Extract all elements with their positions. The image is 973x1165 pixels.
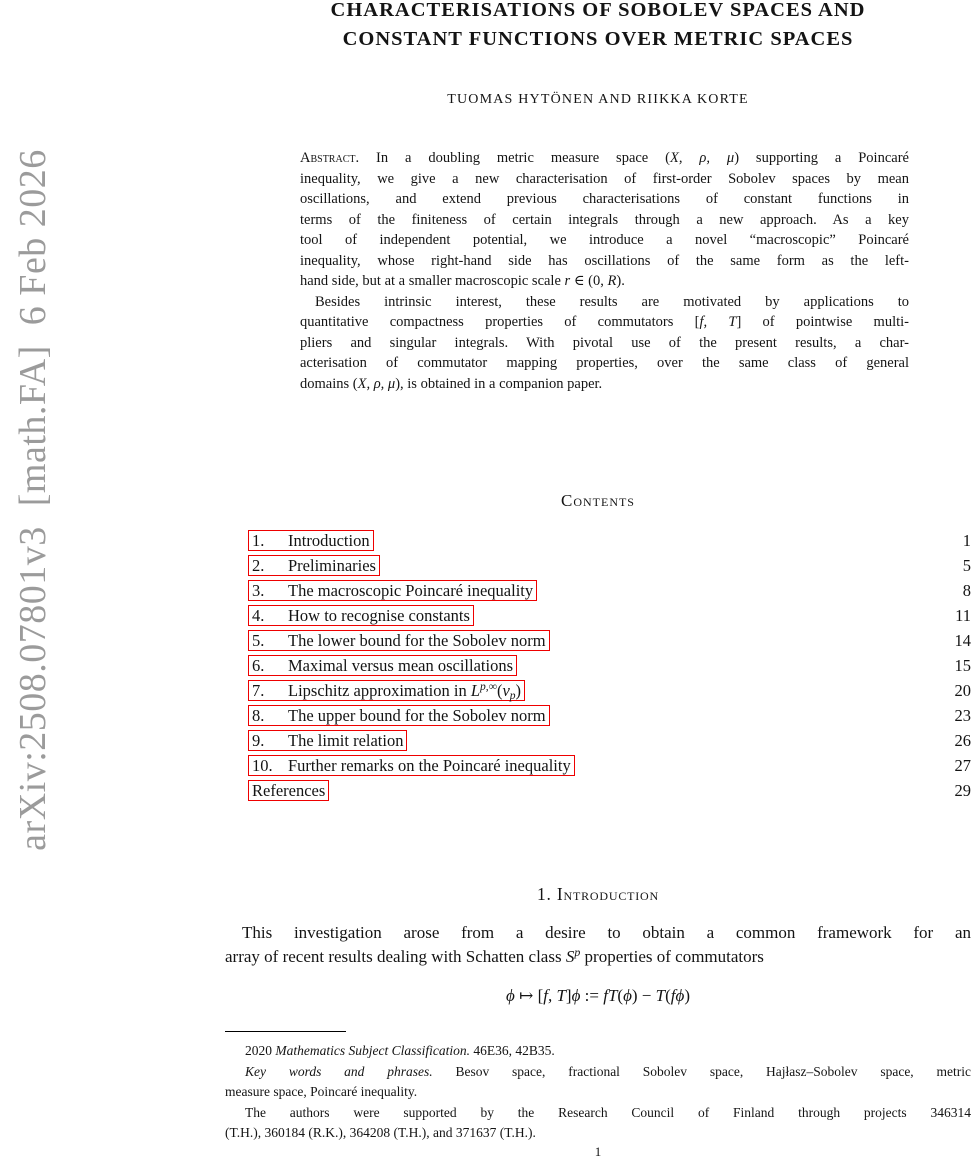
text-line [225,1082,971,1103]
paper-title [225,0,971,54]
text-segment: 2020 [245,1043,276,1058]
toc-page-number: 20 [954,680,971,700]
footnote-rule [225,1031,346,1032]
text-segment: This investigation arose from a desire to obtain a common framework for an [242,923,971,942]
toc-page-number: 27 [954,755,971,775]
text-segment: ) [515,681,522,700]
toc-item-number: 3. [252,581,265,600]
toc-link-2[interactable] [248,555,380,576]
text-segment: X, ρ, μ [670,150,735,166]
text-segment: In a doubling metric measure space ( [359,150,670,166]
table-of-contents [248,528,971,803]
abstract-block [300,148,909,394]
toc-page-number: 11 [955,605,971,625]
text-segment: properties of commutators [580,947,764,966]
text-line [225,921,971,945]
text-segment: Abstract. [300,150,360,166]
text-line [225,1041,971,1062]
toc-page-number: 8 [962,580,971,600]
text-segment: Besides intrinsic interest, these results are motivated by applications to [315,293,909,310]
text-segment: S [565,947,575,966]
toc-page-number: 23 [954,705,971,725]
toc-page-number: 26 [954,730,971,750]
toc-row [248,778,971,803]
text-segment: domains ( [300,375,358,392]
text-segment: Lipschitz approximation in [288,681,471,700]
text-segment: T [655,986,666,1005]
toc-row [248,628,971,653]
text-segment: Introduction [288,531,370,550]
toc-row [248,528,971,553]
toc-link-4[interactable] [248,605,474,626]
text-segment: inequality, we give a new characterisation of first-order Sobolev spaces by mean [300,170,909,187]
text-segment: fϕ [670,986,685,1005]
text-segment: Key words and phrases. [245,1063,433,1079]
text-segment: ] [565,986,572,1005]
text-segment: X, ρ, μ [357,375,396,392]
text-line [300,312,909,333]
text-segment: quantitative compactness properties of commutators [ [300,314,700,330]
paper-title-line-1: CHARACTERISATIONS OF SOBOLEV SPACES AND [330,0,866,21]
toc-page-number: 14 [954,630,971,650]
paper-title-line-2: CONSTANT FUNCTIONS OVER METRIC SPACES [342,28,854,50]
toc-item-number: 7. [252,681,265,700]
toc-row [248,603,971,628]
text-segment: ) supporting a Poincaré [734,150,909,166]
text-line [225,1062,971,1083]
text-segment: ) [684,986,690,1005]
text-segment: p [574,945,581,959]
text-segment: Besov space, fractional Sobolev space, Hajłasz–Sobolev space, metric [432,1063,971,1079]
text-segment: ), is obtained in a companion paper. [395,375,603,392]
toc-page-number: 29 [954,780,971,800]
text-segment: Maximal versus mean oscillations [288,656,513,675]
text-segment: Mathematics Subject Classification. [275,1043,470,1058]
toc-item-number: 4. [252,606,265,625]
text-line [300,292,909,313]
text-segment: ↦ [ [514,986,544,1005]
introduction-paragraph [225,921,971,969]
toc-item-number: 1. [252,531,265,550]
text-line [300,210,909,231]
text-line [225,1103,971,1124]
text-line [300,353,909,374]
text-segment: ] of pointwise multi- [736,314,909,330]
toc-link-3[interactable] [248,580,537,601]
toc-row [248,578,971,603]
toc-row [248,653,971,678]
text-segment: ). [616,273,625,289]
toc-link-8[interactable] [248,705,550,726]
text-segment: measure space, Poincaré inequality. [225,1084,418,1099]
text-line [300,333,909,354]
text-segment: oscillations, and extend previous characterisations of constant functions in [300,191,909,207]
text-segment: tool of independent potential, we introduce a novel “macroscopic” Poincaré [300,232,909,248]
text-segment: ) − [631,986,656,1005]
text-line [300,230,909,251]
text-segment: p [509,690,516,702]
text-segment: The limit relation [288,731,404,750]
text-segment: ( [617,986,624,1005]
toc-row [248,678,971,703]
text-line [300,169,909,190]
text-segment: ( [665,986,671,1005]
toc-link-7[interactable] [248,680,525,701]
arxiv-identifier-stamp: arXiv:2508.07801v3 [math.FA] 6 Feb 2026 [12,149,54,851]
toc-item-number: 10. [252,756,273,775]
text-segment: array of recent results dealing with Schatten class [225,947,566,966]
toc-item-number: 6. [252,656,265,675]
toc-link-10[interactable] [248,755,575,776]
toc-row [248,728,971,753]
text-segment: ( [496,681,503,700]
toc-page-number: 15 [954,655,971,675]
text-segment: ν [502,681,510,700]
toc-item-number: 2. [252,556,265,575]
text-line [225,1123,971,1144]
toc-row [248,703,971,728]
text-segment: L [470,681,481,700]
text-segment: 46E36, 42B35. [469,1043,555,1058]
text-segment: ϕ [506,986,515,1005]
text-segment: ϕ [623,986,632,1005]
toc-item-number: 5. [252,631,265,650]
toc-link-6[interactable] [248,655,517,676]
text-segment: acterisation of commutator mapping properties, over the same class of general [300,355,909,371]
text-segment: References [252,781,326,800]
text-segment: Further remarks on the Poincaré inequality [288,756,571,775]
text-line [300,251,909,272]
text-segment: f, T [543,986,566,1005]
text-segment: hand side, but at a smaller macroscopic scale [300,273,565,289]
text-segment: f, T [699,314,737,330]
text-segment: p,∞ [480,681,497,693]
toc-page-number: 1 [962,530,971,550]
text-segment: terms of the finiteness of certain integrals through a new approach. As a key [300,211,909,228]
text-segment: inequality, whose right-hand side has oscillations of the same form as the left- [300,252,909,269]
contents-heading: Contents [560,491,635,510]
toc-page-number: 5 [962,555,971,575]
text-segment: fT [603,986,618,1005]
text-line [225,945,971,969]
display-equation [225,986,971,1006]
toc-link-5[interactable] [248,630,550,651]
text-line [300,271,909,292]
toc-link-9[interactable] [248,730,407,751]
text-segment: How to recognise constants [288,606,470,625]
section-heading-introduction: 1. Introduction [537,884,659,904]
text-segment: R [607,273,617,289]
text-segment: The authors were supported by the Research Council of Finland through projects 346314 [245,1104,971,1120]
toc-row [248,753,971,778]
toc-row [248,553,971,578]
text-line [300,189,909,210]
text-segment: The macroscopic Poincaré inequality [288,581,534,600]
text-segment: The lower bound for the Sobolev norm [288,631,546,650]
toc-item-number: 9. [252,731,265,750]
text-line [300,148,909,169]
text-segment: Preliminaries [288,556,376,575]
toc-item-number: 8. [252,706,265,725]
toc-link-references[interactable] [248,780,329,801]
text-segment: := [580,986,604,1005]
text-segment: ∈ (0, [570,273,608,289]
text-segment: pliers and singular integrals. With pivotal use of the present results, a char- [300,334,909,351]
text-segment: (T.H.), 360184 (R.K.), 364208 (T.H.), and 371637 (T.H.). [225,1125,536,1140]
footnotes-block [225,1041,971,1144]
text-segment: The upper bound for the Sobolev norm [288,706,546,725]
text-segment: ϕ [571,986,581,1005]
page-number: 1 [594,1144,602,1159]
text-line [300,374,909,395]
text-segment: r [564,273,571,289]
authors-line: TUOMAS HYTÖNEN AND RIIKKA KORTE [447,92,749,107]
toc-link-1[interactable] [248,530,374,551]
